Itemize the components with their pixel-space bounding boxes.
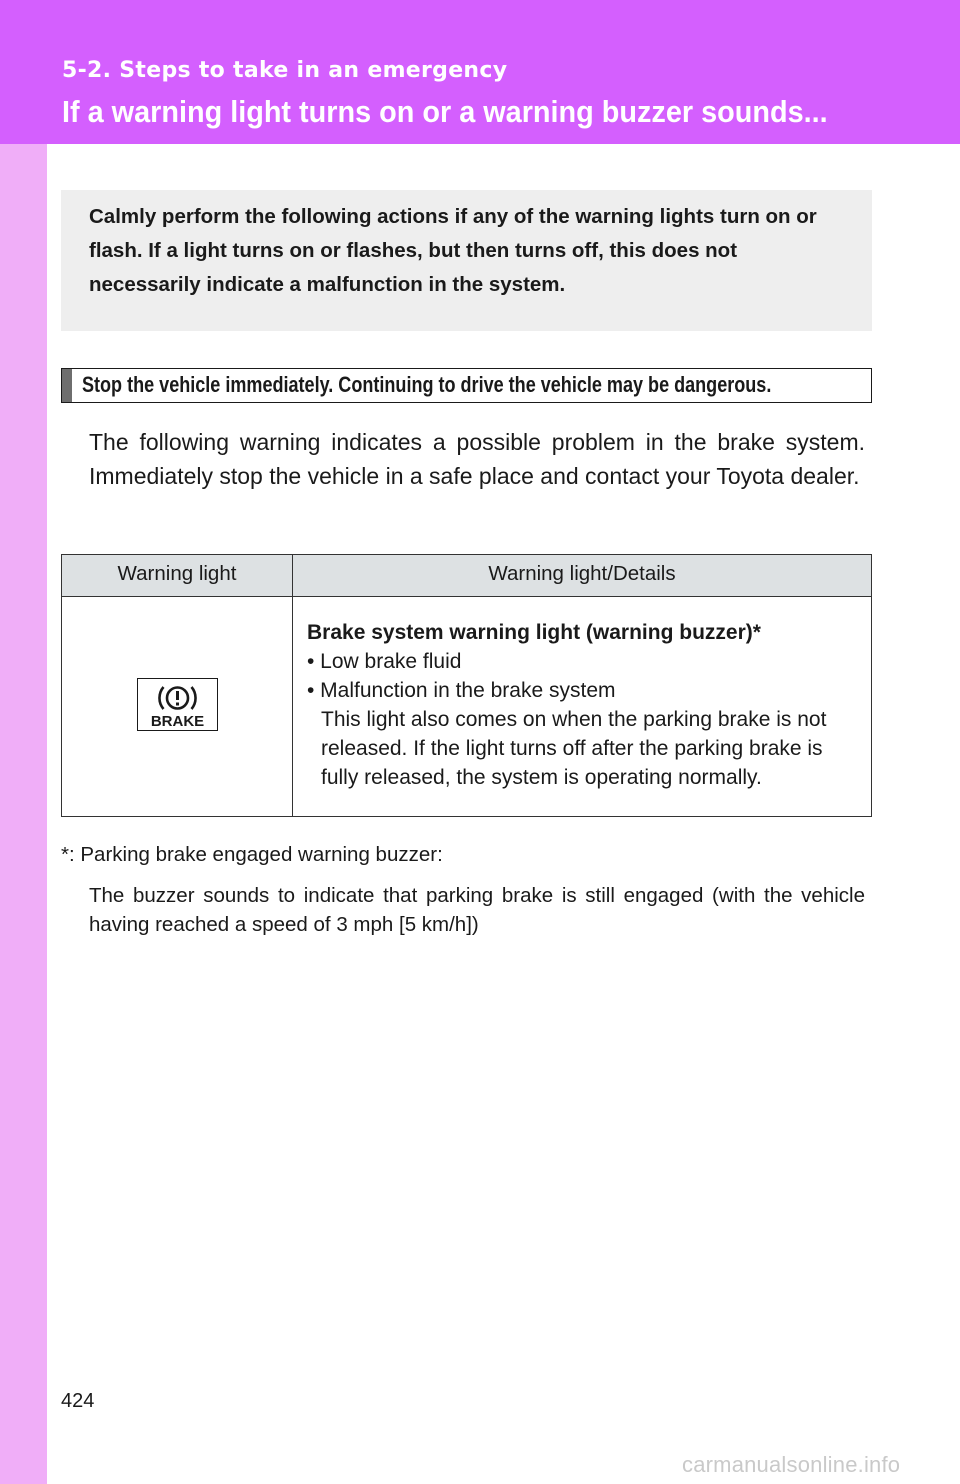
watermark: carmanualsonline.info xyxy=(682,1452,901,1477)
detail-item: • Low brake fluid xyxy=(307,649,462,673)
footnote-label: *: Parking brake engaged warning buzzer: xyxy=(61,843,443,866)
detail-item: • Malfunction in the brake system xyxy=(307,678,616,702)
caution-accent xyxy=(62,369,72,402)
icon-cell xyxy=(62,597,293,817)
side-strip xyxy=(0,0,47,1484)
intro-text: Calmly perform the following actions if any of the warning lights turn on or flash. If a light turns on or flashes, but then turns off, this does not necessarily indicate a malfunction in the system. xyxy=(89,205,817,296)
section-label: 5-2. Steps to take in an emergency xyxy=(62,58,508,83)
body-paragraph: The following warning indicates a possible problem in the brake system. Immediately stop the vehicle in a safe place and contact your Toyota dealer. xyxy=(89,429,865,489)
table-header-row xyxy=(62,555,872,597)
header-warning-light: Warning light xyxy=(62,555,293,597)
table-row xyxy=(62,597,872,817)
caution-text: Stop the vehicle immediately. Continuing to drive the vehicle may be dangerous. xyxy=(82,372,772,397)
brake-icon-label: BRAKE xyxy=(150,713,204,730)
details-title: Brake system warning light (warning buzzer)* xyxy=(307,620,761,644)
page-header xyxy=(0,0,960,144)
detail-note: This light also comes on when the parking brake is not released. If the light turns off after the parking brake is fully released, the system is operating normally. xyxy=(321,707,827,789)
header-details: Warning light/Details xyxy=(293,555,872,597)
page-number: 424 xyxy=(61,1390,95,1412)
brake-warning-icon xyxy=(137,678,218,731)
brake-symbol xyxy=(138,679,217,730)
footnote-detail: The buzzer sounds to indicate that parking brake is still engaged (with the vehicle having reached a speed of 3 mph [5 km/h]) xyxy=(89,884,865,936)
caution-bar xyxy=(61,368,872,403)
intro-box xyxy=(61,190,872,331)
details-cell xyxy=(293,597,872,817)
warning-table xyxy=(61,554,872,817)
page-title: If a warning light turns on or a warning buzzer sounds... xyxy=(62,94,828,129)
